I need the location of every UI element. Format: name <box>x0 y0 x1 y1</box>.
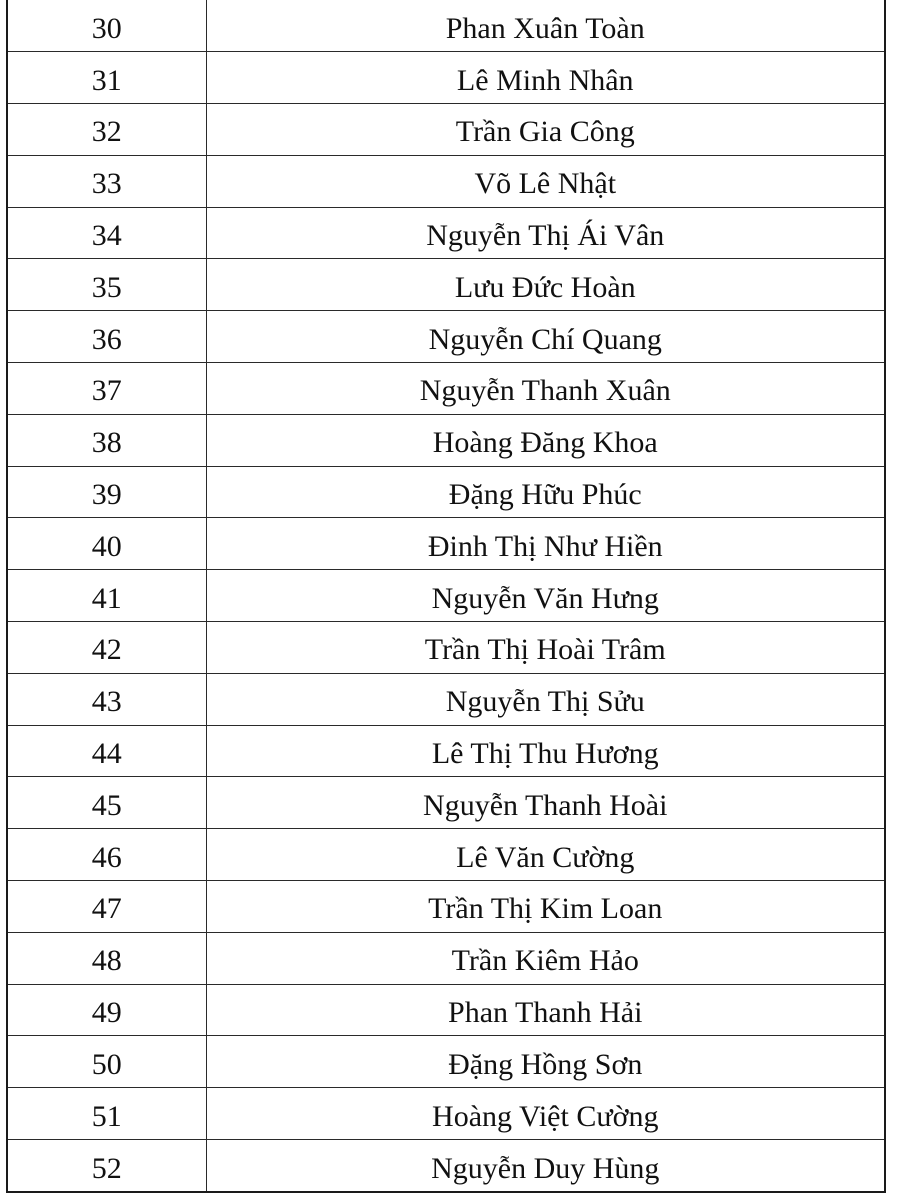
row-number: 49 <box>8 984 206 1036</box>
person-name: Phan Xuân Toàn <box>445 11 645 45</box>
table-row <box>8 829 884 881</box>
person-name: Đặng Hữu Phúc <box>206 466 884 518</box>
row-number: 41 <box>8 570 206 622</box>
row-number: 42 <box>8 622 206 674</box>
row-number: 39 <box>8 466 206 518</box>
name-list-table-container <box>6 0 886 1193</box>
row-number: 36 <box>8 311 206 363</box>
row-number: 51 <box>8 1088 206 1140</box>
person-name: Nguyễn Thanh Hoài <box>206 777 884 829</box>
person-name: Hoàng Việt Cường <box>206 1088 884 1140</box>
row-number: 30 <box>8 0 206 52</box>
row-number: 44 <box>8 725 206 777</box>
table-row <box>8 311 884 363</box>
table-row <box>8 466 884 518</box>
person-name: Nguyễn Chí Quang <box>206 311 884 363</box>
table-row <box>8 984 884 1036</box>
person-name: Lưu Đức Hoàn <box>206 259 884 311</box>
person-name: Lê Thị Thu Hương <box>206 725 884 777</box>
row-number: 33 <box>8 155 206 207</box>
person-name: Lê Văn Cường <box>206 829 884 881</box>
person-name: Nguyễn Duy Hùng <box>206 1140 884 1192</box>
row-number: 38 <box>8 414 206 466</box>
table-row <box>8 1036 884 1088</box>
table-body <box>8 0 884 1191</box>
table-row <box>8 363 884 415</box>
name-list-table <box>8 0 884 1191</box>
row-number: 32 <box>8 104 206 156</box>
table-row <box>8 1140 884 1192</box>
person-name: Nguyễn Thị Sửu <box>206 673 884 725</box>
person-name: Võ Lê Nhật <box>206 155 884 207</box>
table-row <box>8 932 884 984</box>
row-number: 46 <box>8 829 206 881</box>
row-number: 35 <box>8 259 206 311</box>
person-name: Lê Minh Nhân <box>206 52 884 104</box>
table-row <box>8 155 884 207</box>
row-number: 37 <box>8 363 206 415</box>
person-name: Nguyễn Văn Hưng <box>206 570 884 622</box>
table-row <box>8 52 884 104</box>
person-name: Trần Gia Công <box>206 104 884 156</box>
table-row <box>8 570 884 622</box>
table-row <box>8 414 884 466</box>
row-number: 31 <box>8 52 206 104</box>
row-number: 47 <box>8 881 206 933</box>
table-row <box>8 0 884 52</box>
person-name: Nguyễn Thanh Xuân <box>206 363 884 415</box>
table-row <box>8 881 884 933</box>
person-name: Đinh Thị Như Hiền <box>206 518 884 570</box>
row-number: 43 <box>8 673 206 725</box>
table-row <box>8 777 884 829</box>
table-row <box>8 104 884 156</box>
person-name: Trần Thị Kim Loan <box>206 881 884 933</box>
table-row <box>8 207 884 259</box>
row-number: 52 <box>8 1140 206 1192</box>
table-row <box>8 622 884 674</box>
row-number: 50 <box>8 1036 206 1088</box>
table-row <box>8 673 884 725</box>
row-number: 34 <box>8 207 206 259</box>
person-name: Hoàng Đăng Khoa <box>206 414 884 466</box>
person-name: Nguyễn Thị Ái Vân <box>206 207 884 259</box>
person-name: Phan Thanh Hải <box>206 984 884 1036</box>
table-row <box>8 259 884 311</box>
table-row <box>8 725 884 777</box>
row-number: 48 <box>8 932 206 984</box>
row-number: 40 <box>8 518 206 570</box>
row-number: 45 <box>8 777 206 829</box>
person-name: Trần Thị Hoài Trâm <box>206 622 884 674</box>
person-name: Đặng Hồng Sơn <box>206 1036 884 1088</box>
person-name: Trần Kiêm Hảo <box>206 932 884 984</box>
table-row <box>8 1088 884 1140</box>
table-row <box>8 518 884 570</box>
